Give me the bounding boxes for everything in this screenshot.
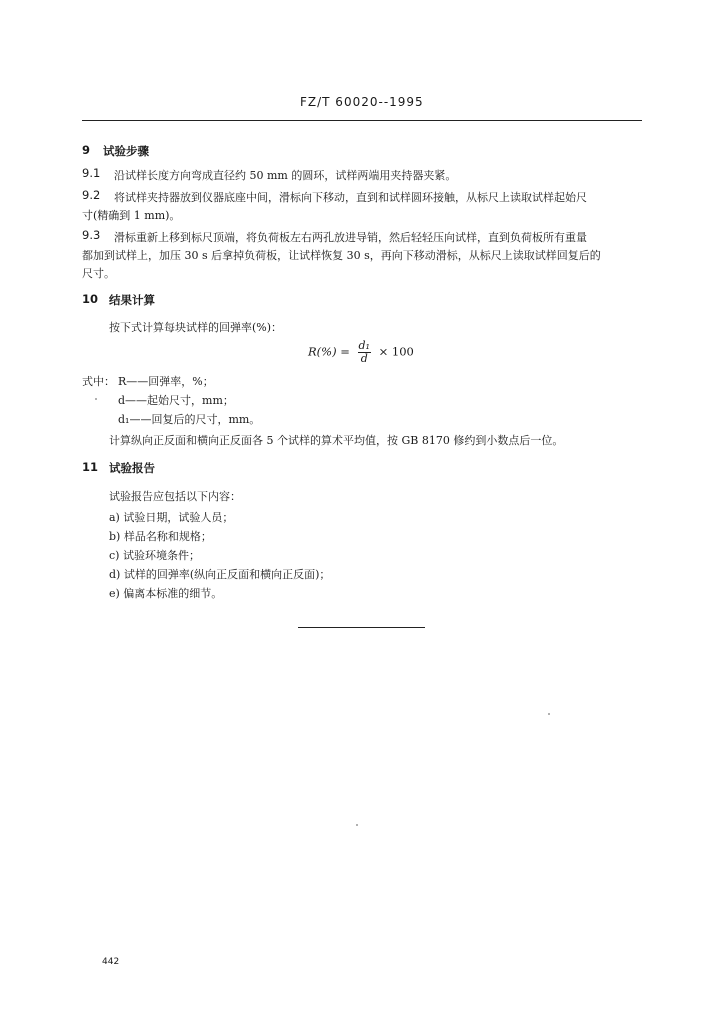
page-number: 442 (102, 957, 120, 967)
formula (308, 340, 414, 365)
report-intro: 试验报告应包括以下内容： (109, 490, 241, 503)
definition-d: d——起始尺寸，mm； (118, 394, 234, 407)
section-10-title: 结果计算 (109, 293, 155, 307)
formula-denominator: d (360, 352, 368, 365)
report-item-b: b) 样品名称和规格； (109, 530, 212, 543)
section-11-number: 11 (82, 460, 99, 474)
report-item-c: c) 试验环境条件； (109, 549, 200, 562)
section-11-title: 试验报告 (109, 461, 155, 475)
clause-9-2-line1: 将试样夹持器放到仪器底座中间，滑标向下移动，直到和试样圆环接触，从标尺上读取试样起始尺 (114, 191, 587, 204)
section-10-number: 10 (82, 292, 99, 306)
report-item-a: a) 试验日期，试验人员； (109, 511, 234, 524)
report-item-d: d) 试样的回弹率(纵向正反面和横向正反面)； (109, 568, 331, 581)
calc-intro: 按下式计算每块试样的回弹率(%)： (109, 321, 283, 334)
formula-fraction (358, 340, 371, 365)
clause-9-3-line1: 滑标重新上移到标尺顶端，将负荷板左右两孔放进导销，然后轻轻压向试样，直到负荷板所有重量 (114, 231, 587, 244)
end-of-standard-rule (298, 627, 425, 628)
standard-number-header: FZ/T 60020--1995 (300, 95, 424, 109)
report-item-e: e) 偏离本标准的细节。 (109, 587, 223, 600)
section-9-number: 9 (82, 143, 91, 157)
clause-9-3-line3: 尺寸。 (82, 267, 115, 280)
section-9-title: 试验步骤 (103, 144, 149, 158)
formula-lhs: R(%) = (308, 344, 350, 359)
header-rule (82, 120, 642, 121)
where-label: 式中： (82, 375, 115, 388)
averaging-note: 计算纵向正反面和横向正反面各 5 个试样的算术平均值，按 GB 8170 修约到小数点后一位。 (109, 434, 564, 447)
clause-9-2-line2: 寸(精确到 1 mm)。 (82, 209, 181, 222)
clause-9-1-text: 沿试样长度方向弯成直径约 50 mm 的圆环，试样两端用夹持器夹紧。 (114, 169, 457, 182)
definition-r: R——回弹率，%； (118, 375, 214, 388)
clause-9-3-line2: 都加到试样上，加压 30 s 后拿掉负荷板，让试样恢复 30 s，再向下移动滑标，从标尺上读取试样回复后的 (82, 249, 601, 262)
definition-d1: d₁——回复后的尺寸，mm。 (118, 413, 261, 426)
formula-rhs: × 100 (378, 344, 414, 359)
clause-9-1-number: 9.1 (82, 166, 101, 180)
scan-speck (356, 824, 358, 826)
scan-speck (95, 398, 97, 400)
clause-9-2-number: 9.2 (82, 188, 101, 202)
clause-9-3-number: 9.3 (82, 228, 101, 242)
formula-numerator: d₁ (358, 339, 370, 352)
scan-speck (548, 713, 550, 715)
